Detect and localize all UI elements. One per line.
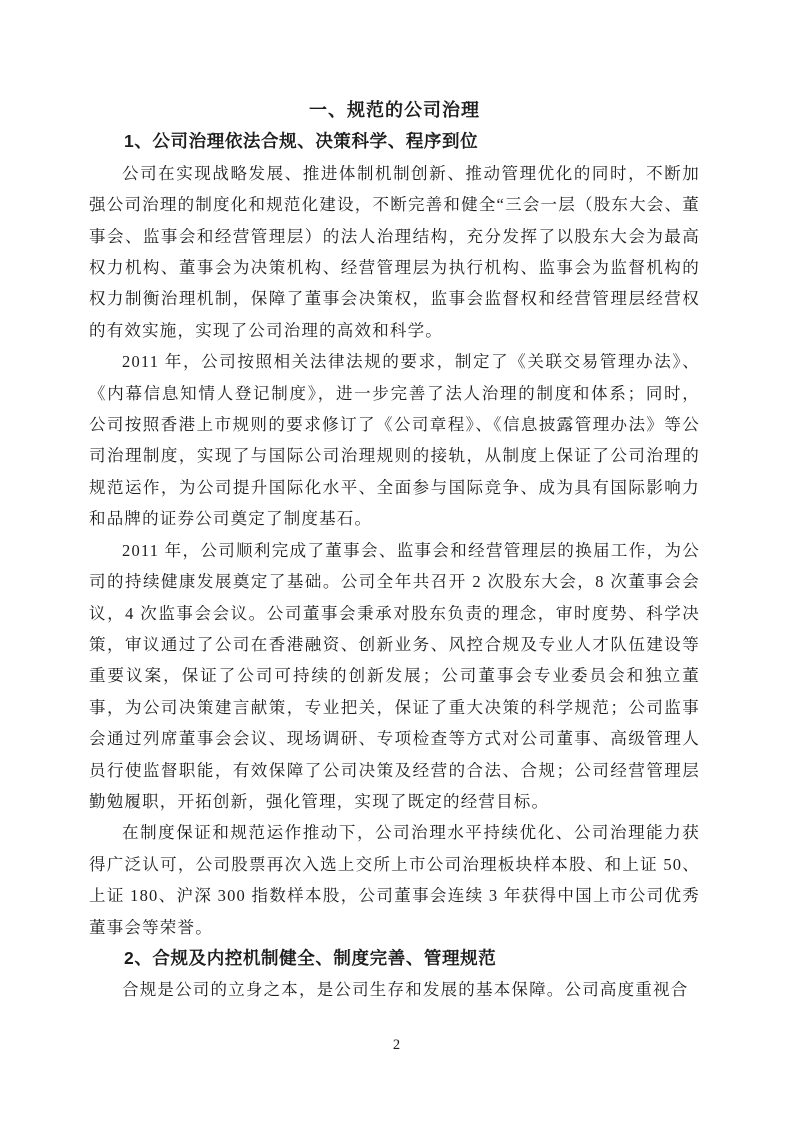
document-content <box>89 95 700 1006</box>
heading-2: 2、合规及内控机制健全、制度完善、管理规范 <box>124 947 497 968</box>
paragraph-1: 公司在实现战略发展、推进体制机制创新、推动管理优化的同时，不断加强公司治理的制度化和规范化建设，不断完善和健全“三会一层（股东大会、董事会、监事会和经营管理层）的法人治理结构，充分发挥了以股东大会为最高权力机构、董事会为决策机构、经营管理层为执行机构、监事会为监督机构的权力制衡治理机制，保障了董事会决策权，监事会监督权和经营管理层经营权的有效实施，实现了公司治理的高效和科学。 <box>89 163 700 340</box>
page-number: 2 <box>392 1037 401 1053</box>
paragraph-4: 在制度保证和规范运作推动下，公司治理水平持续优化、公司治理能力获得广泛认可，公司股票再次入选上交所上市公司治理板块样本股、和上证 50、上证 180、沪深 300 指数样本股，公司董事会连续 3 年获得中国上市公司优秀董事会等荣誉。 <box>89 823 700 937</box>
paragraph-2: 2011 年，公司按照相关法律法规的要求，制定了《关联交易管理办法》、《内幕信息知情人登记制度》，进一步完善了法人治理的制度和体系；同时，公司按照香港上市规则的要求修订了《公司章程》、《信息披露管理办法》等公司治理制度，实现了与国际公司治理规则的接轨，从制度上保证了公司治理的规范运作，为公司提升国际化水平、全面参与国际竞争、成为具有国际影响力和品牌的证券公司奠定了制度基石。 <box>89 352 700 529</box>
section-title: 一、规范的公司治理 <box>309 100 480 120</box>
paragraph-5: 合规是公司的立身之本，是公司生存和发展的基本保障。公司高度重视合 <box>122 980 689 1000</box>
heading-1: 1、公司治理依法合规、决策科学、程序到位 <box>124 131 479 152</box>
paragraph-3: 2011 年，公司顺利完成了董事会、监事会和经营管理层的换届工作，为公司的持续健康发展奠定了基础。公司全年共召开 2 次股东大会，8 次董事会会议，4 次监事会会议。公司董事会秉承对股东负责的理念，审时度势、科学决策，审议通过了公司在香港融资、创新业务、风控合规及专业人才队伍建设等重要议案，保证了公司可持续的创新发展；公司董事会专业委员会和独立董事，为公司决策建言献策，专业把关，保证了重大决策的科学规范；公司监事会通过列席董事会会议、现场调研、专项检查等方式对公司董事、高级管理人员行使监督职能，有效保障了公司决策及经营的合法、合规；公司经营管理层勤勉履职，开拓创新，强化管理，实现了既定的经营目标。 <box>89 540 700 811</box>
